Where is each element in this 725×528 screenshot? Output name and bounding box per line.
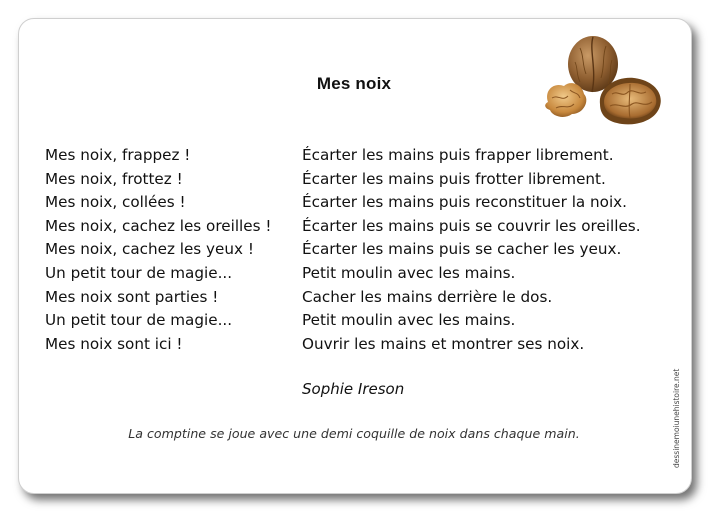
gesture-line: Cacher les mains derrière le dos.	[302, 287, 553, 306]
gesture-line: Petit moulin avec les mains.	[302, 311, 516, 330]
poem-line: Mes noix sont parties !	[45, 287, 219, 306]
poem-line: Mes noix, frappez !	[45, 146, 191, 164]
site-watermark: dessinemoiunehistoire.net	[672, 368, 681, 468]
gesture-line: Écarter les mains puis frapper librement.	[302, 146, 614, 164]
page-title: Mes noix	[316, 74, 392, 93]
gesture-line: Écarter les mains puis se couvrir les oreilles.	[302, 216, 641, 235]
poem-line: Mes noix, frottez !	[45, 169, 183, 188]
poem-line: Un petit tour de magie...	[45, 263, 233, 282]
poem-line: Mes noix, cachez les oreilles !	[45, 216, 272, 235]
poem-line: Un petit tour de magie...	[45, 311, 233, 330]
footnote: La comptine se joue avec une demi coquille de noix dans chaque main.	[128, 426, 580, 441]
poem-right-column	[302, 144, 641, 356]
walnut-icon	[542, 30, 664, 126]
gesture-line: Ouvrir les mains et montrer ses noix.	[302, 334, 585, 353]
gesture-line: Écarter les mains puis se cacher les yeux.	[302, 240, 622, 259]
poem-line: Mes noix, cachez les yeux !	[45, 240, 254, 259]
poem-line: Mes noix, collées !	[45, 193, 186, 212]
gesture-line: Écarter les mains puis reconstituer la noix.	[302, 193, 627, 212]
poem-left-column	[45, 144, 271, 356]
author: Sophie Ireson	[302, 380, 405, 398]
gesture-line: Écarter les mains puis frotter librement.	[302, 169, 606, 188]
poem-line: Mes noix sont ici !	[45, 334, 183, 353]
gesture-line: Petit moulin avec les mains.	[302, 263, 516, 282]
